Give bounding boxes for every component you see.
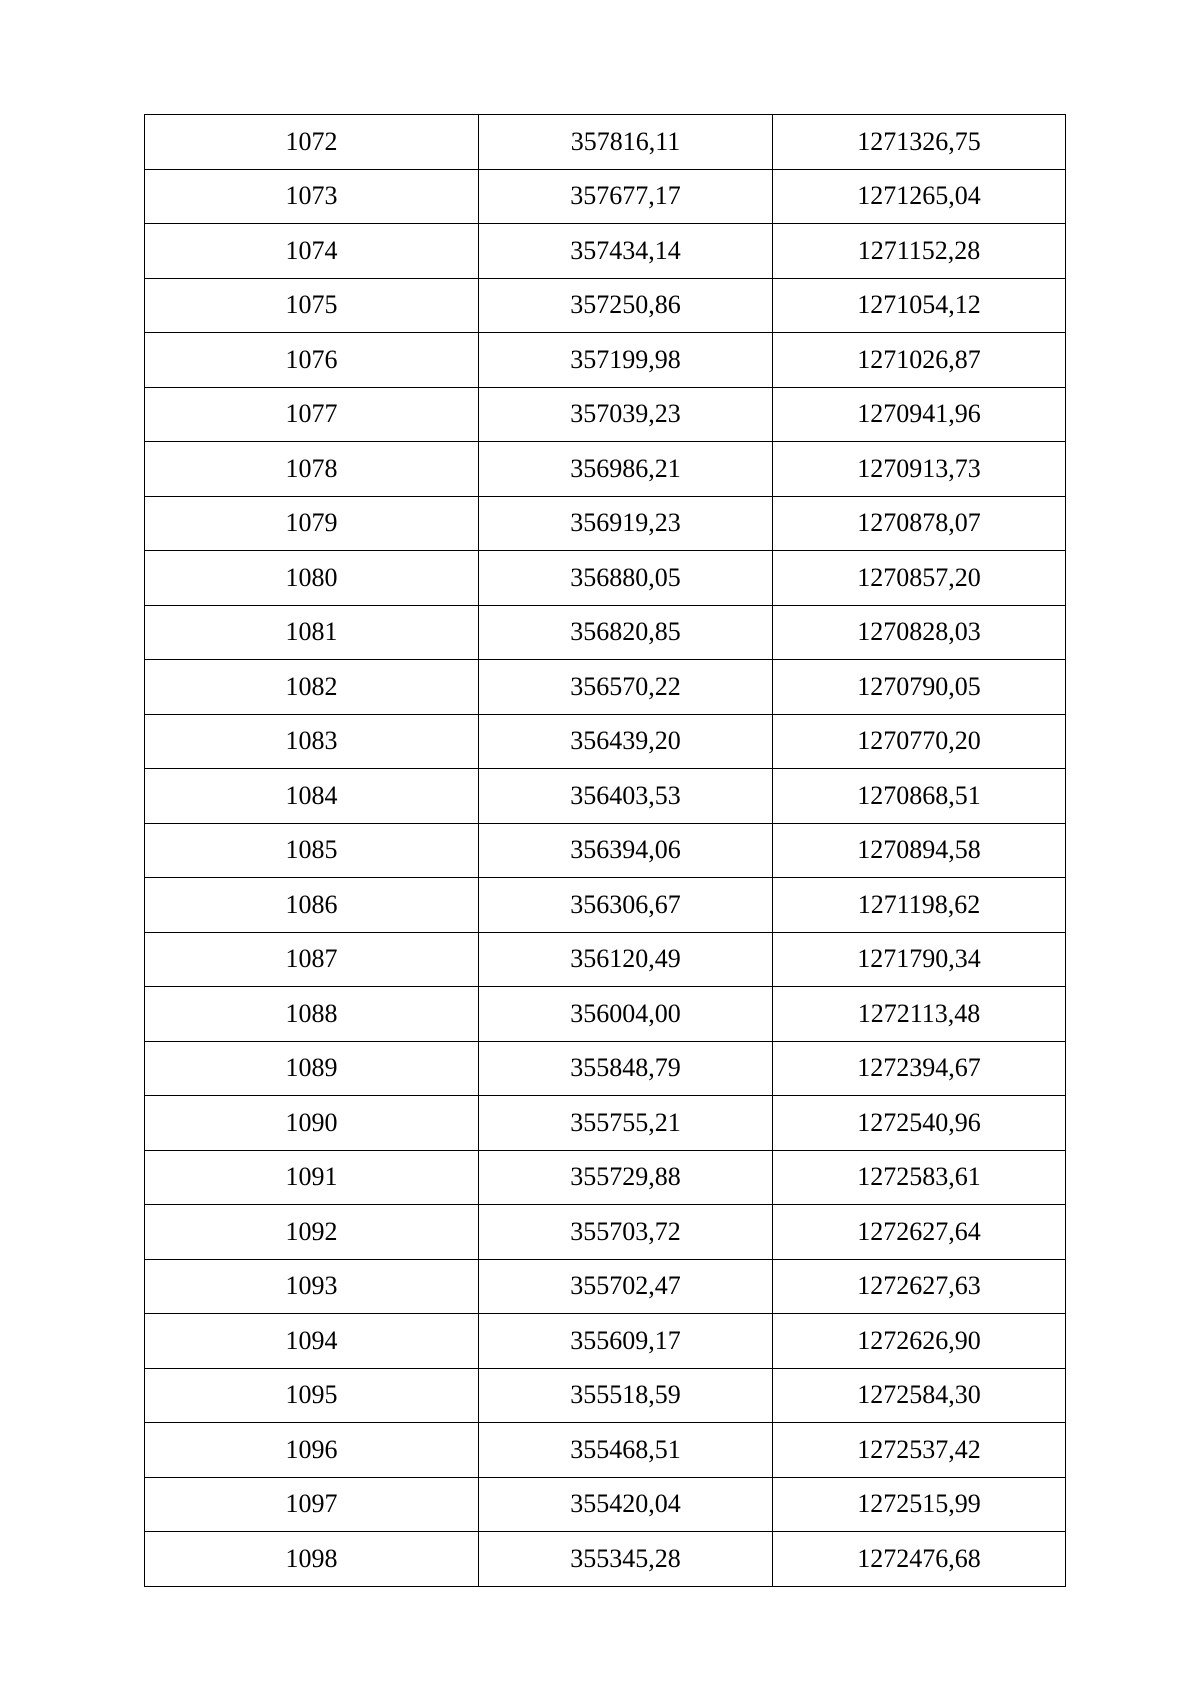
y-coordinate-cell: 1271198,62: [773, 878, 1066, 933]
point-number-cell: 1094: [145, 1314, 479, 1369]
point-number-cell: 1096: [145, 1423, 479, 1478]
y-coordinate-cell: 1272476,68: [773, 1532, 1066, 1587]
table-row: [145, 1532, 1066, 1587]
table-row: [145, 1205, 1066, 1260]
point-number-cell: 1078: [145, 442, 479, 497]
x-coordinate-cell: 357677,17: [479, 169, 773, 224]
point-number-cell: 1087: [145, 932, 479, 987]
x-coordinate-cell: 355848,79: [479, 1041, 773, 1096]
x-coordinate-cell: 355345,28: [479, 1532, 773, 1587]
point-number-cell: 1074: [145, 224, 479, 279]
x-coordinate-cell: 356820,85: [479, 605, 773, 660]
point-number-cell: 1076: [145, 333, 479, 388]
y-coordinate-cell: 1272627,64: [773, 1205, 1066, 1260]
x-coordinate-cell: 356919,23: [479, 496, 773, 551]
x-coordinate-cell: 355609,17: [479, 1314, 773, 1369]
coordinates-table-body: [145, 115, 1066, 1587]
x-coordinate-cell: 356439,20: [479, 714, 773, 769]
x-coordinate-cell: 356403,53: [479, 769, 773, 824]
table-row: [145, 823, 1066, 878]
point-number-cell: 1098: [145, 1532, 479, 1587]
x-coordinate-cell: 355729,88: [479, 1150, 773, 1205]
y-coordinate-cell: 1270941,96: [773, 387, 1066, 442]
x-coordinate-cell: 357250,86: [479, 278, 773, 333]
y-coordinate-cell: 1272584,30: [773, 1368, 1066, 1423]
point-number-cell: 1085: [145, 823, 479, 878]
y-coordinate-cell: 1270894,58: [773, 823, 1066, 878]
y-coordinate-cell: 1271326,75: [773, 115, 1066, 170]
x-coordinate-cell: 355518,59: [479, 1368, 773, 1423]
point-number-cell: 1090: [145, 1096, 479, 1151]
y-coordinate-cell: 1272627,63: [773, 1259, 1066, 1314]
x-coordinate-cell: 357434,14: [479, 224, 773, 279]
point-number-cell: 1088: [145, 987, 479, 1042]
y-coordinate-cell: 1270878,07: [773, 496, 1066, 551]
x-coordinate-cell: 357199,98: [479, 333, 773, 388]
table-row: [145, 1368, 1066, 1423]
y-coordinate-cell: 1272394,67: [773, 1041, 1066, 1096]
table-row: [145, 1314, 1066, 1369]
table-row: [145, 442, 1066, 497]
y-coordinate-cell: 1270828,03: [773, 605, 1066, 660]
x-coordinate-cell: 355702,47: [479, 1259, 773, 1314]
table-row: [145, 878, 1066, 933]
y-coordinate-cell: 1270857,20: [773, 551, 1066, 606]
table-row: [145, 278, 1066, 333]
point-number-cell: 1073: [145, 169, 479, 224]
table-row: [145, 1259, 1066, 1314]
y-coordinate-cell: 1272540,96: [773, 1096, 1066, 1151]
x-coordinate-cell: 356394,06: [479, 823, 773, 878]
y-coordinate-cell: 1272113,48: [773, 987, 1066, 1042]
table-row: [145, 714, 1066, 769]
table-row: [145, 333, 1066, 388]
x-coordinate-cell: 355468,51: [479, 1423, 773, 1478]
point-number-cell: 1092: [145, 1205, 479, 1260]
x-coordinate-cell: 356570,22: [479, 660, 773, 715]
y-coordinate-cell: 1272583,61: [773, 1150, 1066, 1205]
table-row: [145, 1096, 1066, 1151]
table-row: [145, 496, 1066, 551]
y-coordinate-cell: 1271790,34: [773, 932, 1066, 987]
x-coordinate-cell: 356004,00: [479, 987, 773, 1042]
y-coordinate-cell: 1270868,51: [773, 769, 1066, 824]
table-row: [145, 387, 1066, 442]
point-number-cell: 1077: [145, 387, 479, 442]
x-coordinate-cell: 356306,67: [479, 878, 773, 933]
x-coordinate-cell: 357039,23: [479, 387, 773, 442]
y-coordinate-cell: 1270770,20: [773, 714, 1066, 769]
point-number-cell: 1093: [145, 1259, 479, 1314]
point-number-cell: 1079: [145, 496, 479, 551]
point-number-cell: 1083: [145, 714, 479, 769]
point-number-cell: 1081: [145, 605, 479, 660]
point-number-cell: 1080: [145, 551, 479, 606]
y-coordinate-cell: 1271265,04: [773, 169, 1066, 224]
table-row: [145, 1041, 1066, 1096]
y-coordinate-cell: 1271054,12: [773, 278, 1066, 333]
x-coordinate-cell: 357816,11: [479, 115, 773, 170]
point-number-cell: 1091: [145, 1150, 479, 1205]
table-row: [145, 1423, 1066, 1478]
x-coordinate-cell: 355755,21: [479, 1096, 773, 1151]
x-coordinate-cell: 355420,04: [479, 1477, 773, 1532]
table-row: [145, 1150, 1066, 1205]
y-coordinate-cell: 1270790,05: [773, 660, 1066, 715]
table-row: [145, 769, 1066, 824]
point-number-cell: 1072: [145, 115, 479, 170]
table-row: [145, 660, 1066, 715]
table-row: [145, 115, 1066, 170]
x-coordinate-cell: 356986,21: [479, 442, 773, 497]
y-coordinate-cell: 1272626,90: [773, 1314, 1066, 1369]
x-coordinate-cell: 356120,49: [479, 932, 773, 987]
table-row: [145, 605, 1066, 660]
point-number-cell: 1097: [145, 1477, 479, 1532]
table-row: [145, 1477, 1066, 1532]
point-number-cell: 1082: [145, 660, 479, 715]
point-number-cell: 1095: [145, 1368, 479, 1423]
y-coordinate-cell: 1271152,28: [773, 224, 1066, 279]
table-row: [145, 169, 1066, 224]
y-coordinate-cell: 1270913,73: [773, 442, 1066, 497]
x-coordinate-cell: 355703,72: [479, 1205, 773, 1260]
table-row: [145, 987, 1066, 1042]
y-coordinate-cell: 1271026,87: [773, 333, 1066, 388]
point-number-cell: 1075: [145, 278, 479, 333]
point-number-cell: 1086: [145, 878, 479, 933]
x-coordinate-cell: 356880,05: [479, 551, 773, 606]
table-row: [145, 224, 1066, 279]
point-number-cell: 1084: [145, 769, 479, 824]
point-number-cell: 1089: [145, 1041, 479, 1096]
table-row: [145, 932, 1066, 987]
y-coordinate-cell: 1272515,99: [773, 1477, 1066, 1532]
y-coordinate-cell: 1272537,42: [773, 1423, 1066, 1478]
table-row: [145, 551, 1066, 606]
coordinates-table: [144, 114, 1066, 1587]
